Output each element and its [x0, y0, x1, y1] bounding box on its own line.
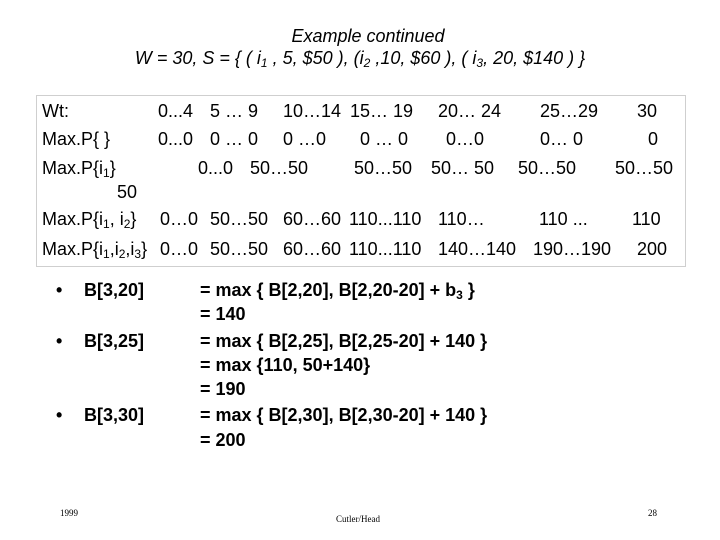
table-cell: 0...4: [158, 101, 194, 121]
row-label-maxp-i1-i2: $Max.P\{i_1$, $i_2$}: [42, 209, 137, 231]
table-cell: 10…14: [283, 101, 342, 121]
equation-line: = 190: [200, 379, 246, 399]
row-label-maxp-i1: $Max.P\{i_1\}$: [42, 158, 116, 180]
row-label-wt: Wt:: [42, 101, 69, 121]
table-cell: 0… 0: [540, 129, 584, 149]
row-label-maxp-i1-i2-i3: $Max.P\{i_1,i_2,i_3\}$: [42, 239, 148, 261]
row-label-maxp-empty: Max.P{ }: [42, 129, 111, 149]
table-cell: 0: [648, 129, 659, 149]
table-cell: 25…29: [540, 101, 599, 121]
table-cell: 110...110: [349, 239, 422, 259]
equation-line: = 200: [200, 430, 246, 450]
table-cell: 110...110: [349, 209, 422, 229]
equation-line: = 140: [200, 304, 246, 324]
table-cell: 0 … 0: [360, 129, 409, 149]
table-cell: 200: [637, 239, 668, 259]
table-cell: 0…0: [160, 209, 199, 229]
bullet-icon: •: [56, 280, 63, 300]
table-cell: 110…: [438, 209, 485, 229]
footer-author: Cutler/Head: [336, 514, 380, 524]
bullet-b3-25: • B[3,25]: [56, 331, 145, 351]
table-cell: 0 …0: [283, 129, 327, 149]
table-cell: 30: [637, 101, 658, 121]
table-cell: 60…60: [283, 209, 342, 229]
bullet-b3-20: • B[3,20]: [56, 280, 145, 300]
page-number: 28: [648, 508, 657, 518]
table-cell: 50… 50: [431, 158, 495, 178]
table-cell: 50…50: [250, 158, 309, 178]
footer-year: 1999: [60, 508, 78, 518]
slide-title: Example continued: [291, 26, 445, 46]
bullet-b3-30: • B[3,30]: [56, 405, 145, 425]
table-cell: 0…0: [446, 129, 485, 149]
table-cell: 190…190: [533, 239, 612, 259]
table-cell: 50…50: [518, 158, 577, 178]
table-cell: 50…50: [354, 158, 413, 178]
table-cell: 50…50: [210, 239, 269, 259]
bullet-icon: •: [56, 331, 63, 351]
table-cell: 110: [632, 209, 661, 229]
equation-line: = max {110, 50+140}: [200, 355, 371, 375]
table-cell: 110 ...: [539, 209, 588, 229]
table-cell: 0...0: [158, 129, 194, 149]
equation-line: = max { B[2,20], $B[2,20-20] + b_3$ }: [200, 280, 475, 302]
table-cell: 0 … 0: [210, 129, 259, 149]
table-cell: 50…50: [615, 158, 674, 178]
table-cell: 5 … 9: [210, 101, 259, 121]
table-cell-wrap: 50: [117, 182, 138, 202]
bullet-icon: •: [56, 405, 63, 425]
table-cell: 0…0: [160, 239, 199, 259]
table-cell: 20… 24: [438, 101, 502, 121]
equation-line: = max { B[2,30], B[2,30-20] + 140 }: [200, 405, 488, 425]
table-cell: 140…140: [438, 239, 517, 259]
table-cell: 0...0: [198, 158, 234, 178]
table-cell: 60…60: [283, 239, 342, 259]
equation-line: = max { B[2,25], B[2,25-20] + 140 }: [200, 331, 488, 351]
problem-statement: W = 30, S = { ( $i_1$ , 5, $50 ), ($i_2$ ,10, $60 ), ( $i_3$, 20, $140 ) }: [134, 48, 586, 70]
table-cell: 15… 19: [350, 101, 414, 121]
table-cell: 50…50: [210, 209, 269, 229]
